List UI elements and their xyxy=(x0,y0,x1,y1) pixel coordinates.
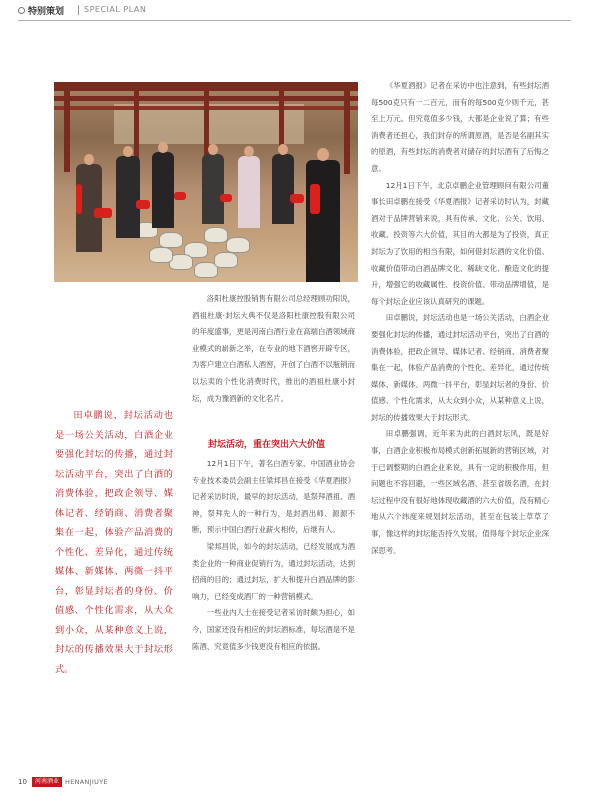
paragraph: 12月1日下午，著名白酒专家、中国酒业协会专业技术委员会副主任梁邦昌在接受《华夏酒报》记者采访时说，最早的封坛活动，是祭拜酒祖、酒神，祭拜先人的一种行为，是封酒出师、源源不断，预示中国白酒行业薪火相传，后继有人。 xyxy=(192,459,355,535)
article-column-1-intro xyxy=(192,291,355,407)
paragraph: 洛阳杜康控股销售有限公司总经理顾功阳说，酒祖杜康·封坛大典不仅是洛阳杜康控股有限公司的年度盛事，更是河南白酒行业在高端白酒领域商业模式的崭新之举，在专业的地下酒窖开辟专区，为客户建立白酒私人酒窖，开创了白酒不以瓶销而以坛卖的个性化消费时代，推出的酒祖杜康小封坛，成为豫酒新的文化名片。 xyxy=(192,294,355,403)
section-title-en: SPECIAL PLAN xyxy=(84,5,147,14)
page-footer xyxy=(18,776,218,790)
page-number: 10 xyxy=(18,778,27,786)
event-photo xyxy=(54,82,358,282)
paragraph: 梁邦昌说，如今的封坛活动，已经发展成为酒类企业的一种商业促销行为，通过封坛活动，达到招商的目的；通过封坛，扩大和提升白酒品牌的影响力，已经变成酒厂的一种营销模式。 xyxy=(192,541,355,601)
header-rule xyxy=(18,20,571,21)
paragraph: 田卓鹏强调，近年来为此的白酒封坛风，既是好事，白酒企业积极布局模式创新拓展新的营销区域，对于已调整期的白酒企业来说，具有一定的积极作用，但问题也不容回避，一些区域名酒、甚至省级名酒，在封坛过程中没有很好地体现收藏酒的六大价值，没有精心地从六个纬度来规划封坛活动，甚至在包装上草草了事，像这样的封坛能否持久发展，值得每个封坛企业深深思考。 xyxy=(371,429,549,555)
section-title: 特别策划 xyxy=(28,7,65,17)
circle-icon xyxy=(18,7,25,14)
paragraph: 《华夏酒报》记者在采访中也注意到，有些封坛酒每500克只有一二百元，而有的每500克少则千元，甚至上万元。但究竟值多少钱，大都是企业说了算；有些消费者还担心，我们封存的所谓原酒，是否是名副其实的原酒，有些封坛的消费者对储存的封坛酒有了后悔之意。 xyxy=(371,81,549,173)
header-divider xyxy=(78,5,79,15)
page-header xyxy=(0,0,589,22)
article-column-2 xyxy=(371,78,549,559)
magazine-brand: HENANJIUYE xyxy=(65,778,108,786)
magazine-logo: 河南酒业 xyxy=(32,777,62,787)
article-column-1 xyxy=(192,456,355,655)
pull-quote: 田卓鹏说，封坛活动也是一场公关活动，白酒企业要强化封坛的传播，通过封坛活动平台，突出了白酒的消费体验，把政企领导、媒体记者、经销商、消费者聚集在一起，体验产品消费的个性化、差异化，通过传统媒体、新媒体、两微一抖平台，彰显封坛者的身份、价值感、个性化需求，从大众到小众，从某种意义上说，封坛的传播效果大于封坛形式。 xyxy=(55,410,173,675)
section-heading: 封坛活动，重在突出六大价值 xyxy=(208,440,326,450)
paragraph: 12月1日下午，北京卓鹏企业管理顾问有限公司董事长田卓鹏在接受《华夏酒报》记者采访时认为，封藏酒对于品牌营销来说，具有传承、文化、公关、饮用、收藏、投资等六大价值，其目的大都是为了投资，真正封坛为了饮用的相当有限，如何借封坛酒的文化价值、收藏价值带动白酒品牌文化、稀缺文化、酿造文化的提升，增强它的收藏属性、投资价值、带动品牌增值，是每个封坛企业应该认真研究的课题。 xyxy=(371,180,549,306)
paragraph: 一些业内人士在接受记者采访时颇为担心，如今，国家还没有相应的封坛酒标准，每坛酒是不是陈酒、究竟值多少钱更没有相应的依据。 xyxy=(192,608,355,651)
paragraph: 田卓鹏说，封坛活动也是一场公关活动，白酒企业要强化封坛的传播，通过封坛活动平台，突出了白酒的消费体验，把政企领导、媒体记者、经销商、消费者聚集在一起，体验产品消费的个性化、差异化，通过传统媒体、新媒体、两微一抖平台，彰显封坛者的身份、价值感、个性化需求，从大众到小众，从某种意义上说，封坛的传播效果大于封坛形式。 xyxy=(371,313,549,422)
